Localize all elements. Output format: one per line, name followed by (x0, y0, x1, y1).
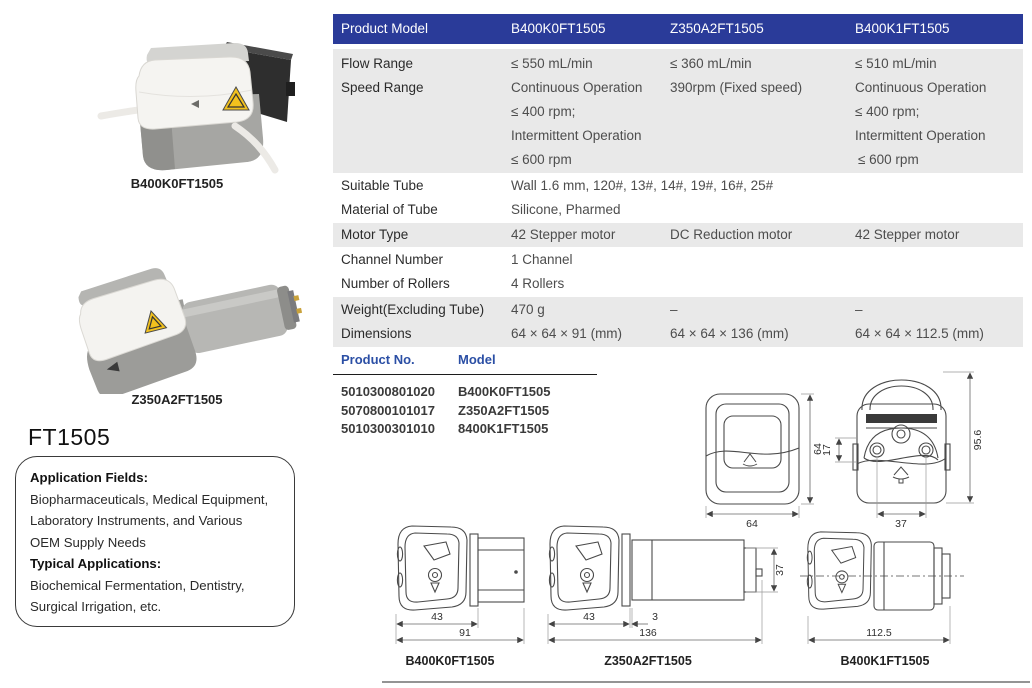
label-speed-range: Speed Range (341, 80, 424, 95)
product-photo-b400k0 (95, 30, 305, 178)
dimension-label: 64 (812, 443, 824, 455)
header-model-3: B400K1FT1505 (855, 21, 950, 36)
front-view-tall (853, 380, 950, 503)
weight-value: – (855, 302, 863, 317)
product-no: 5010300801020 (341, 384, 435, 399)
pump-head (69, 263, 201, 394)
suitable-tube-value: Wall 1.6 mm, 120#, 13#, 14#, 19#, 16#, 25# (511, 178, 774, 193)
typical-applications-heading: Typical Applications: (30, 556, 162, 571)
speed-value: ≤ 400 rpm; (511, 104, 576, 119)
label-suitable-tube: Suitable Tube (341, 178, 424, 193)
dimensions-value: 64 × 64 × 136 (mm) (670, 326, 789, 341)
speed-value: Intermittent Operation (855, 128, 986, 143)
series-title: FT1505 (28, 424, 111, 450)
speed-value: ≤ 600 rpm (858, 152, 919, 167)
photo1-caption: B400K0FT1505 (130, 176, 224, 191)
label-dimensions: Dimensions (341, 326, 412, 341)
label-number-of-rollers: Number of Rollers (341, 276, 450, 291)
label-flow-range: Flow Range (341, 56, 414, 71)
drawing-caption: B400K1FT1505 (840, 654, 930, 668)
drawing-caption: B400K0FT1505 (405, 654, 495, 668)
speed-value: ≤ 400 rpm; (855, 104, 920, 119)
dimension-label: 136 (639, 627, 657, 639)
flow-value: ≤ 360 mL/min (670, 56, 752, 71)
product-photo-z350a2 (60, 236, 310, 394)
flow-value: ≤ 510 mL/min (855, 56, 937, 71)
photo2-caption: Z350A2FT1505 (131, 392, 223, 407)
technical-drawings (380, 358, 1032, 688)
product-no: 5070800101017 (341, 402, 435, 418)
motor-type-value: DC Reduction motor (670, 227, 793, 242)
weight-value: 470 g (511, 302, 545, 317)
label-weight: Weight(Excluding Tube) (341, 302, 485, 317)
number-of-rollers-value: 4 Rollers (511, 276, 565, 291)
drawing-caption: Z350A2FT1505 (604, 654, 692, 668)
dimension-label: 37 (774, 564, 786, 576)
motor-type-value: 42 Stepper motor (511, 227, 616, 242)
typical-applications-line: Surgical Irrigation, etc. (30, 599, 162, 614)
row-weight-dimensions (333, 297, 1023, 347)
dimension-label: 64 (746, 518, 758, 530)
product-no: 5010300301010 (341, 421, 435, 436)
spec-table-header (333, 14, 1023, 44)
row-tube (333, 173, 1023, 223)
header-product-model: Product Model (341, 21, 429, 36)
speed-value: Continuous Operation (511, 80, 643, 95)
application-fields-line: Biopharmaceuticals, Medical Equipment, (30, 491, 269, 507)
tube-arrow-icon (893, 467, 909, 483)
front-tall-dims (835, 372, 974, 518)
motor-type-value: 42 Stepper motor (855, 227, 960, 242)
dimension-label: 91 (459, 627, 471, 639)
label-material-of-tube: Material of Tube (341, 202, 438, 217)
dimension-label: 95.6 (972, 429, 984, 451)
side-view-b400k0 (396, 526, 524, 668)
material-of-tube-value: Silicone, Pharmed (511, 202, 621, 217)
row-channels-rollers (333, 247, 1023, 297)
front-square-dims (706, 394, 814, 518)
flow-value: ≤ 550 mL/min (511, 56, 593, 71)
application-fields-line: Laboratory Instruments, and Various (30, 513, 243, 528)
dimension-label: 3 (652, 611, 658, 623)
dimension-label: 43 (583, 611, 595, 623)
side-view-z350a2 (548, 526, 786, 668)
front-view-square (706, 394, 799, 504)
side-view-b400k1 (800, 532, 964, 668)
row-flow-speed (333, 49, 1023, 173)
weight-value: – (670, 302, 678, 317)
dimensions-value: 64 × 64 × 91 (mm) (511, 326, 623, 341)
typical-applications-line: Biochemical Fermentation, Dentistry, (30, 577, 245, 593)
header-model-2: Z350A2FT1505 (670, 21, 764, 36)
speed-value: Intermittent Operation (511, 128, 642, 143)
product-model: Z350A2FT1505 (458, 402, 550, 418)
label-channel-number: Channel Number (341, 252, 444, 267)
application-box (15, 456, 295, 627)
row-motor-type (333, 223, 1023, 247)
dimension-label: 112.5 (866, 627, 892, 639)
channel-number-value: 1 Channel (511, 252, 573, 267)
header-model-1: B400K0FT1505 (511, 21, 606, 36)
dimension-label: 37 (895, 518, 907, 530)
dimension-label: 17 (821, 444, 833, 456)
spec-table (333, 14, 1023, 347)
header-model: Model (458, 352, 496, 367)
tube-arrow-icon (743, 454, 757, 466)
label-motor-type: Motor Type (341, 227, 409, 242)
speed-value: ≤ 600 rpm (511, 152, 572, 167)
dimension-label: 43 (431, 611, 443, 623)
product-model: 8400K1FT1505 (458, 421, 549, 436)
speed-value: 390rpm (Fixed speed) (670, 80, 803, 95)
speed-value: Continuous Operation (855, 80, 987, 95)
application-fields-line: OEM Supply Needs (30, 534, 146, 550)
header-product-no: Product No. (341, 352, 415, 367)
dimensions-value: 64 × 64 × 112.5 (mm) (855, 326, 984, 341)
application-fields-heading: Application Fields: (30, 470, 148, 485)
product-model: B400K0FT1505 (458, 384, 551, 399)
